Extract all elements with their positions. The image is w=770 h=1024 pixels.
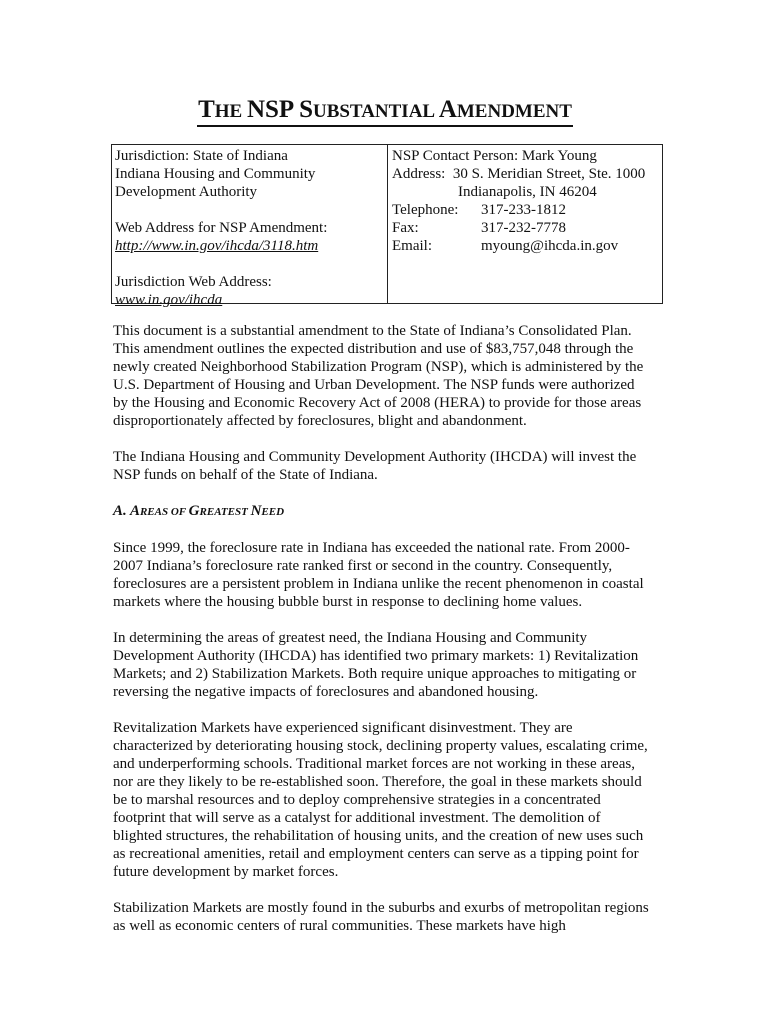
text-line: by the Housing and Economic Recovery Act of 2008 (HERA) to provide for those areas — [113, 395, 642, 411]
text-line: reversing the negative impacts of foreclosures and abandoned housing. — [113, 684, 539, 700]
text-line: disproportionately affected by foreclosures, blight and abandonment. — [113, 413, 527, 429]
contact-column — [392, 147, 662, 255]
text-line: foreclosures are a persistent problem in Indiana unlike the recent phenomenon in coastal — [113, 576, 644, 592]
email-value[interactable]: myoung@ihcda.in.gov — [481, 238, 619, 254]
text-line: footprint that will serve as a catalyst for additional investment. The demolition of — [113, 810, 601, 826]
text-line: and underperforming schools. Traditional market forces are not working in these areas, — [113, 756, 635, 772]
heading-part: EED — [261, 506, 285, 518]
text-line: nor are they likely to be re-established soon. Therefore, the goal in these markets should — [113, 774, 642, 790]
text-line: 2007 Indiana’s foreclosure rate ranked first or second in the country. Consequently, — [113, 558, 613, 574]
text-line: Development Authority (IHCDA) has identified two primary markets: 1) Revitalization — [113, 648, 639, 664]
markets-paragraph — [113, 629, 661, 701]
text-line: markets where the housing bubble burst in response to declining home values. — [113, 594, 583, 610]
text-line: as recreational amenities, retail and employment centers can serve as a tipping point for — [113, 846, 639, 862]
heading-part: N — [250, 503, 262, 519]
text-line: as well as economic centers of rural communities. These markets have high — [113, 918, 566, 934]
fax-value: 317-232-7778 — [481, 220, 566, 236]
column-divider — [387, 145, 388, 303]
revitalization-paragraph — [113, 719, 661, 881]
telephone-label: Telephone: — [392, 202, 459, 218]
web-address-label: Web Address for NSP Amendment: — [115, 220, 328, 236]
text-line: This document is a substantial amendment to the State of Indiana’s Consolidated Plan. — [113, 323, 632, 339]
address-line2: Indianapolis, IN 46204 — [458, 184, 597, 200]
jurisdiction-web-label: Jurisdiction Web Address: — [115, 274, 272, 290]
text-line: NSP funds on behalf of the State of Indiana. — [113, 467, 378, 483]
email-label: Email: — [392, 238, 432, 254]
document-body — [113, 322, 661, 953]
text-line: Since 1999, the foreclosure rate in Indiana has exceeded the national rate. From 2000- — [113, 540, 630, 556]
stabilization-paragraph — [113, 899, 661, 935]
title-part: A — [438, 96, 457, 123]
text-line: newly created Neighborhood Stabilization Program (NSP), which is administered by the — [113, 359, 644, 375]
fax-label: Fax: — [392, 220, 419, 236]
title-part: MENDMENT — [456, 101, 572, 122]
ihcda-paragraph — [113, 448, 661, 484]
page-title — [0, 95, 770, 127]
title-part: NSP — [246, 96, 300, 123]
intro-paragraph — [113, 322, 661, 430]
text-line: This amendment outlines the expected distribution and use of $83,757,048 through the — [113, 341, 634, 357]
agency-name-line1: Indiana Housing and Community — [115, 166, 316, 182]
address-label: Address: — [392, 166, 446, 182]
address-line1: 30 S. Meridian Street, Ste. 1000 — [452, 166, 646, 182]
title-part: T — [198, 96, 215, 123]
title-part: S — [299, 96, 313, 123]
heading-part: REATEST — [199, 506, 251, 518]
heading-part: REAS OF — [139, 506, 189, 518]
title-part: UBSTANTIAL — [312, 101, 439, 122]
contact-info-table — [111, 144, 663, 308]
contact-person: NSP Contact Person: Mark Young — [392, 148, 597, 164]
section-heading-a — [113, 502, 661, 521]
text-line: Markets; and 2) Stabilization Markets. Both require unique approaches to mitigating or — [113, 666, 637, 682]
telephone-value: 317-233-1812 — [481, 202, 566, 218]
foreclosure-paragraph — [113, 539, 661, 611]
heading-part: A. A — [113, 503, 140, 519]
text-line: Revitalization Markets have experienced significant disinvestment. They are — [113, 720, 573, 736]
nsp-amendment-link[interactable]: http://www.in.gov/ihcda/3118.htm — [115, 238, 319, 254]
text-line: Stabilization Markets are mostly found in the suburbs and exurbs of metropolitan regions — [113, 900, 649, 916]
text-line: future development by market forces. — [113, 864, 339, 880]
text-line: be to marshal resources and to deploy comprehensive strategies in a concentrated — [113, 792, 601, 808]
agency-name-line2: Development Authority — [115, 184, 258, 200]
text-line: The Indiana Housing and Community Development Authority (IHCDA) will invest the — [113, 449, 637, 465]
title-part: HE — [214, 101, 247, 122]
text-line: In determining the areas of greatest need, the Indiana Housing and Community — [113, 630, 588, 646]
heading-part: G — [188, 503, 200, 519]
text-line: U.S. Department of Housing and Urban Development. The NSP funds were authorized — [113, 377, 635, 393]
text-line: blighted structures, the rehabilitation of housing units, and the creation of new uses such — [113, 828, 644, 844]
jurisdiction-text: Jurisdiction: State of Indiana — [115, 148, 288, 164]
jurisdiction-column — [115, 147, 385, 309]
text-line: characterized by deteriorating housing stock, declining property values, escalating crime, — [113, 738, 648, 754]
jurisdiction-web-link[interactable]: www.in.gov/ihcda — [115, 292, 223, 308]
